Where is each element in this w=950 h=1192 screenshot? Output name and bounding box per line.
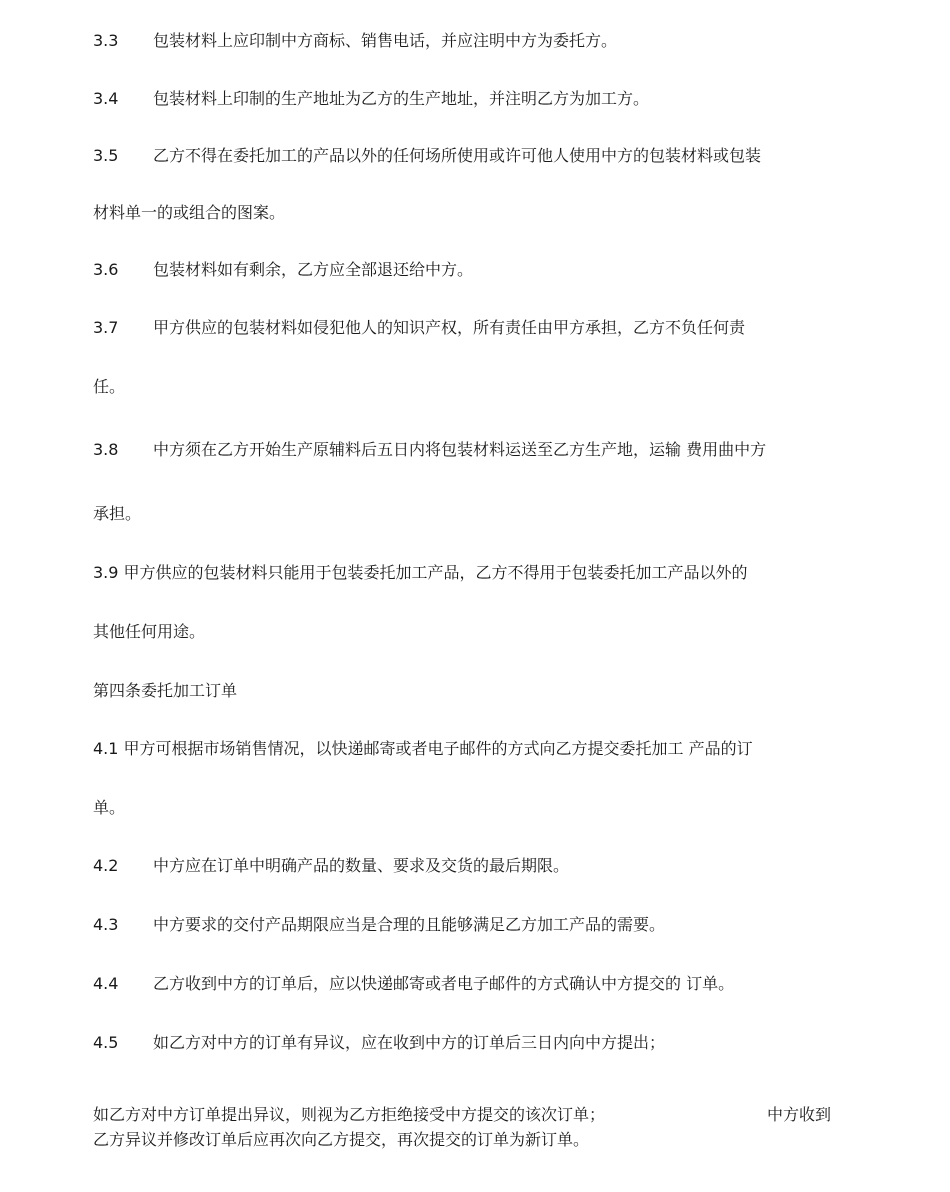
clause-number: 3.9 <box>93 563 119 582</box>
clause-number: 4.3 <box>93 915 119 934</box>
clause-3-7-continued <box>93 377 125 397</box>
clause-number: 4.2 <box>93 856 119 875</box>
clause-3-9-continued <box>93 622 205 642</box>
clause-3-8-continued <box>93 504 141 524</box>
clause-4-5 <box>93 1033 665 1053</box>
clause-text-continued: 其他任何用途。 <box>93 622 206 641</box>
clause-text: 包装材料上印制的生产地址为乙方的生产地址，并注明乙方为加工方。 <box>153 89 650 108</box>
final-paragraph-line-2 <box>93 1130 589 1150</box>
clause-number: 3.7 <box>93 318 119 337</box>
clause-3-5 <box>93 146 761 166</box>
final-paragraph-text-right: 中方收到 <box>767 1105 832 1124</box>
clause-number: 3.5 <box>93 146 119 165</box>
clause-text-continued: 任。 <box>93 377 126 396</box>
clause-text: 中方要求的交付产品期限应当是合理的且能够满足乙方加工产品的需要。 <box>153 915 666 934</box>
clause-text: 中方须在乙方开始生产原辅料后五日内将包装材料运送至乙方生产地，运输 费用曲中方 <box>153 440 767 459</box>
clause-3-6 <box>93 260 473 280</box>
clause-3-5-continued <box>93 203 285 223</box>
final-paragraph-text: 乙方异议并修改订单后应再次向乙方提交，再次提交的订单为新订单。 <box>93 1130 590 1149</box>
clause-text: 包装材料如有剩余，乙方应全部退还给中方。 <box>153 260 474 279</box>
clause-text: 甲方供应的包装材料只能用于包装委托加工产品，乙方不得用于包装委托加工产品以外的 <box>123 563 748 582</box>
clause-3-8 <box>93 440 766 460</box>
section-four-title <box>93 681 237 701</box>
clause-3-7 <box>93 318 745 338</box>
clause-3-3 <box>93 31 617 51</box>
clause-4-4 <box>93 974 734 994</box>
clause-text: 包装材料上应印制中方商标、销售电话，并应注明中方为委托方。 <box>153 31 618 50</box>
clause-4-1 <box>93 739 753 759</box>
clause-3-9 <box>93 563 748 583</box>
clause-text: 甲方供应的包装材料如侵犯他人的知识产权，所有责任由甲方承担，乙方不负任何责 <box>153 318 746 337</box>
clause-number: 3.3 <box>93 31 119 50</box>
clause-text: 如乙方对中方的订单有异议，应在收到中方的订单后三日内向中方提出； <box>153 1033 666 1052</box>
clause-4-1-continued <box>93 798 125 818</box>
clause-4-2 <box>93 856 569 876</box>
clause-number: 3.8 <box>93 440 119 459</box>
clause-number: 3.4 <box>93 89 119 108</box>
clause-text-continued: 材料单一的或组合的图案。 <box>93 203 286 222</box>
clause-text-continued: 承担。 <box>93 504 142 523</box>
clause-text: 甲方可根据市场销售情况，以快递邮寄或者电子邮件的方式向乙方提交委托加工 产品的订 <box>123 739 753 758</box>
final-paragraph-line-1 <box>93 1105 605 1125</box>
clause-text: 乙方不得在委托加工的产品以外的任何场所使用或许可他人使用中方的包装材料或包装 <box>153 146 762 165</box>
clause-text: 中方应在订单中明确产品的数量、要求及交货的最后期限。 <box>153 856 570 875</box>
clause-number: 3.6 <box>93 260 119 279</box>
section-title-text: 第四条委托加工订单 <box>93 681 238 700</box>
clause-text: 乙方收到中方的订单后，应以快递邮寄或者电子邮件的方式确认中方提交的 订单。 <box>153 974 735 993</box>
clause-4-3 <box>93 915 665 935</box>
final-paragraph-line-1-right <box>767 1105 831 1125</box>
final-paragraph-text: 如乙方对中方订单提出异议，则视为乙方拒绝接受中方提交的该次订单； <box>93 1105 606 1124</box>
clause-number: 4.4 <box>93 974 119 993</box>
clause-number: 4.5 <box>93 1033 119 1052</box>
clause-3-4 <box>93 89 649 109</box>
clause-number: 4.1 <box>93 739 119 758</box>
clause-text-continued: 单。 <box>93 798 126 817</box>
